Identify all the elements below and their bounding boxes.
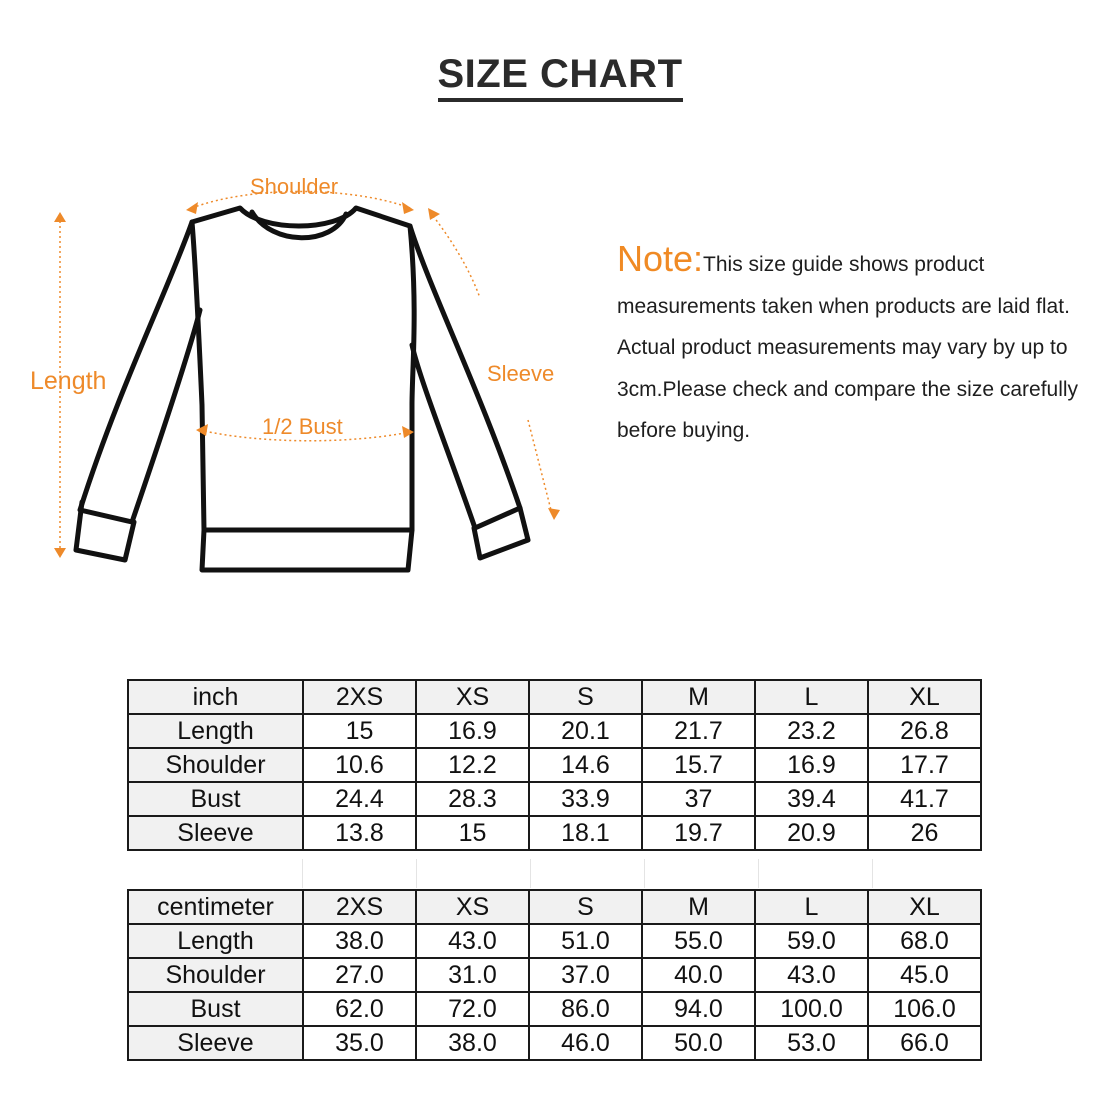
table-cell: 59.0 [755, 924, 868, 958]
spacer-cell [759, 859, 873, 888]
table-cell: 26 [868, 816, 981, 850]
table-cell: 100.0 [755, 992, 868, 1026]
unit-header: centimeter [128, 890, 303, 924]
row-label: Length [128, 714, 303, 748]
table-cell: 20.1 [529, 714, 642, 748]
size-header: S [529, 890, 642, 924]
length-arrow-up [54, 212, 66, 222]
table-cell: 15.7 [642, 748, 755, 782]
table-cell: 31.0 [416, 958, 529, 992]
table-cell: 15 [303, 714, 416, 748]
size-header: M [642, 680, 755, 714]
table-cell: 28.3 [416, 782, 529, 816]
table-cell: 16.9 [755, 748, 868, 782]
spacer-cell [417, 859, 531, 888]
table-cell: 45.0 [868, 958, 981, 992]
table-cell: 16.9 [416, 714, 529, 748]
unit-header: inch [128, 680, 303, 714]
note-text: This size guide shows product measurements taken when products are laid flat. Actual product measurements may vary by up to 3cm.Please check and compare the size carefully before buying. [617, 253, 1079, 442]
table-cell: 15 [416, 816, 529, 850]
row-label: Length [128, 924, 303, 958]
table-cell: 39.4 [755, 782, 868, 816]
table-row [128, 1026, 981, 1060]
table-cell: 66.0 [868, 1026, 981, 1060]
table-cell: 17.7 [868, 748, 981, 782]
sleeve-label: Sleeve [487, 361, 555, 386]
table-cell: 33.9 [529, 782, 642, 816]
table-cell: 12.2 [416, 748, 529, 782]
row-label: Sleeve [128, 816, 303, 850]
page-title [0, 52, 1120, 97]
shoulder-arrow-right [402, 202, 414, 214]
table-row [128, 782, 981, 816]
sleeve-arrow-down [548, 508, 560, 520]
table-cell: 41.7 [868, 782, 981, 816]
size-header: 2XS [303, 680, 416, 714]
table-cell: 62.0 [303, 992, 416, 1026]
cm-size-table [127, 889, 982, 1061]
table-cell: 21.7 [642, 714, 755, 748]
spacer-cell [531, 859, 645, 888]
table-cell: 72.0 [416, 992, 529, 1026]
size-header: 2XS [303, 890, 416, 924]
row-label: Shoulder [128, 748, 303, 782]
table-cell: 40.0 [642, 958, 755, 992]
table-cell: 46.0 [529, 1026, 642, 1060]
length-label: Length [30, 367, 107, 395]
table-cell: 86.0 [529, 992, 642, 1026]
table-cell: 43.0 [755, 958, 868, 992]
table-cell: 24.4 [303, 782, 416, 816]
size-header: L [755, 680, 868, 714]
table-cell: 38.0 [303, 924, 416, 958]
table-row [128, 992, 981, 1026]
table-cell: 94.0 [642, 992, 755, 1026]
table-cell: 10.6 [303, 748, 416, 782]
table-cell: 37 [642, 782, 755, 816]
sleeve-guide-lower [528, 420, 552, 514]
table-cell: 23.2 [755, 714, 868, 748]
bust-label: 1/2 Bust [262, 414, 343, 439]
row-label: Bust [128, 992, 303, 1026]
length-arrow-down [54, 548, 66, 558]
table-cell: 55.0 [642, 924, 755, 958]
sweater-outline [192, 208, 414, 530]
table-cell: 50.0 [642, 1026, 755, 1060]
shoulder-arrow-left [186, 202, 198, 214]
table-header-row [128, 680, 981, 714]
spacer-cell [127, 859, 303, 888]
spacer-cell [645, 859, 759, 888]
table-row [128, 816, 981, 850]
table-cell: 51.0 [529, 924, 642, 958]
size-header: S [529, 680, 642, 714]
sleeve-arrow-up [428, 208, 440, 220]
title-text: SIZE CHART [438, 52, 683, 102]
size-header: L [755, 890, 868, 924]
row-label: Shoulder [128, 958, 303, 992]
table-cell: 18.1 [529, 816, 642, 850]
size-header: XL [868, 680, 981, 714]
table-cell: 68.0 [868, 924, 981, 958]
table-cell: 38.0 [416, 1026, 529, 1060]
size-header: XS [416, 680, 529, 714]
table-row [128, 714, 981, 748]
table-cell: 26.8 [868, 714, 981, 748]
table-spacer [127, 859, 978, 888]
table-cell: 13.8 [303, 816, 416, 850]
size-header: XL [868, 890, 981, 924]
table-header-row [128, 890, 981, 924]
size-note [617, 238, 1087, 452]
shoulder-label: Shoulder [250, 174, 339, 199]
table-row [128, 748, 981, 782]
spacer-cell [303, 859, 417, 888]
sleeve-guide [430, 212, 480, 298]
table-cell: 27.0 [303, 958, 416, 992]
row-label: Bust [128, 782, 303, 816]
hem-band [202, 530, 412, 570]
note-heading: Note: [617, 238, 704, 279]
row-label: Sleeve [128, 1026, 303, 1060]
table-cell: 20.9 [755, 816, 868, 850]
table-cell: 19.7 [642, 816, 755, 850]
table-cell: 35.0 [303, 1026, 416, 1060]
table-row [128, 924, 981, 958]
table-cell: 14.6 [529, 748, 642, 782]
inch-size-table [127, 679, 982, 851]
table-cell: 37.0 [529, 958, 642, 992]
sweater-diagram [0, 150, 600, 600]
table-cell: 43.0 [416, 924, 529, 958]
size-header: M [642, 890, 755, 924]
size-header: XS [416, 890, 529, 924]
table-row [128, 958, 981, 992]
table-cell: 53.0 [755, 1026, 868, 1060]
table-cell: 106.0 [868, 992, 981, 1026]
